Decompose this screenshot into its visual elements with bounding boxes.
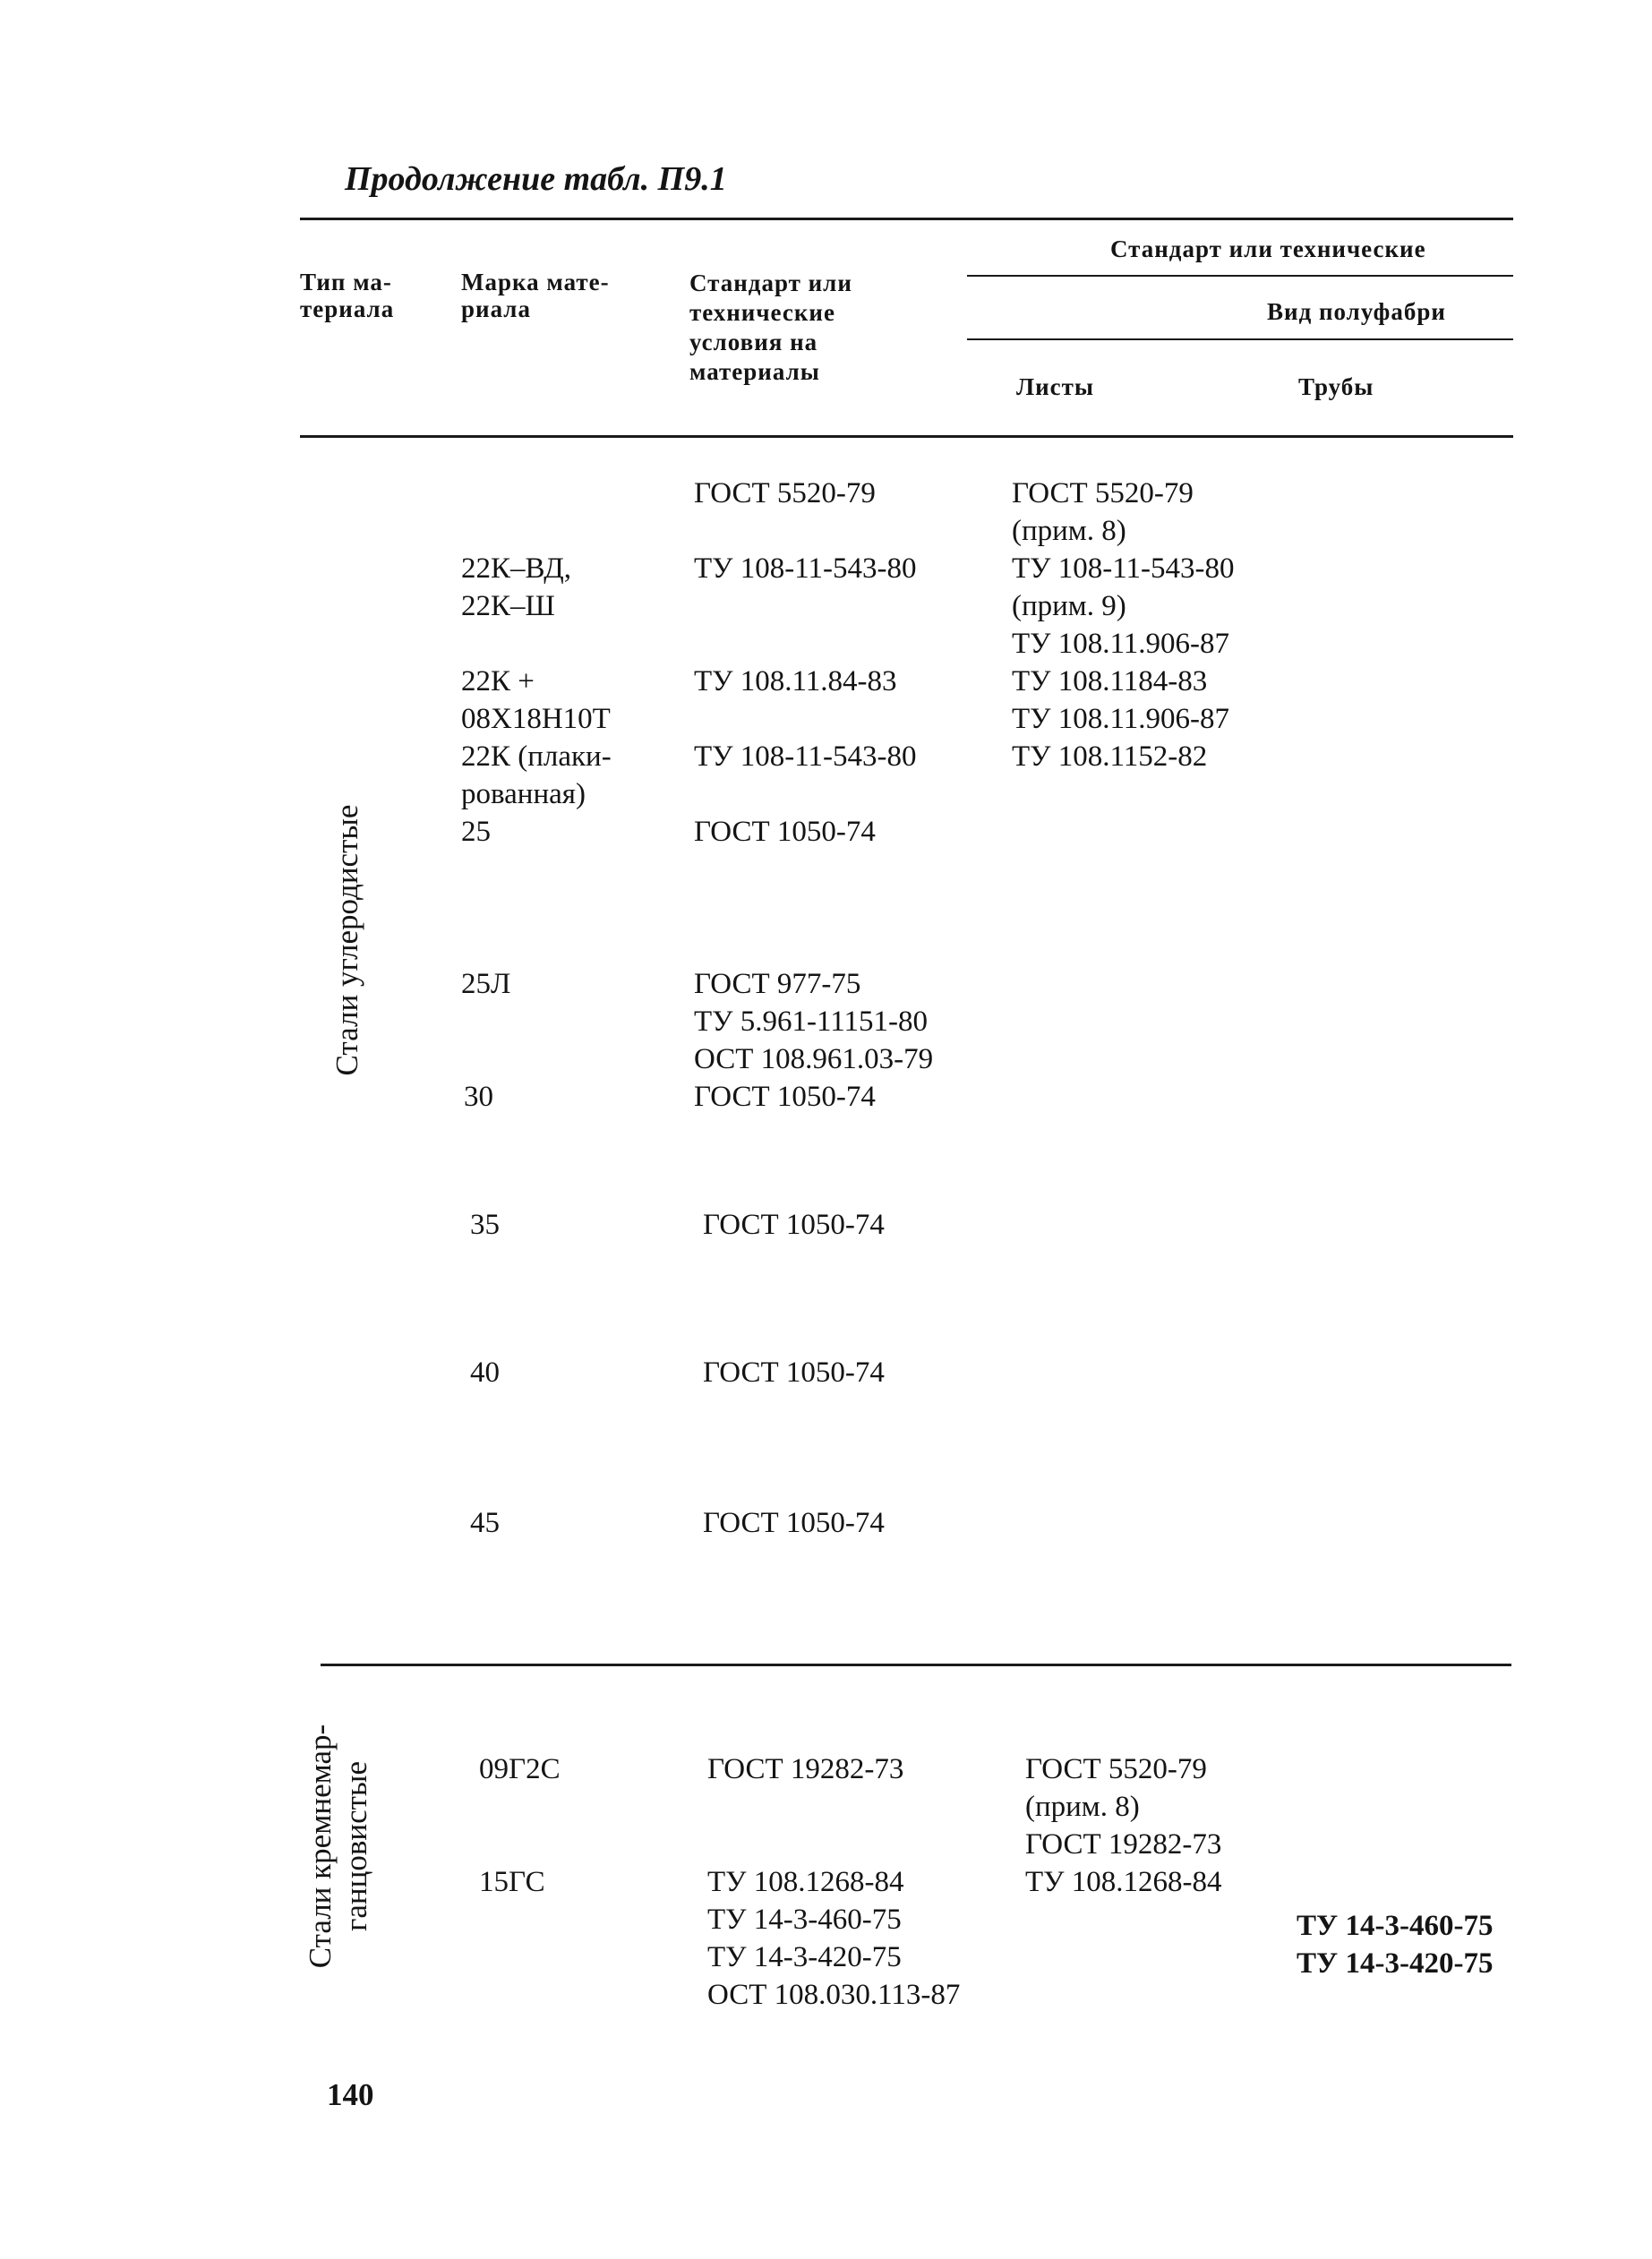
s1-r3-sheets: ТУ 108.1184-83 ТУ 108.11.906-87 bbox=[1012, 665, 1230, 735]
header-col-grade: Марка мате- риала bbox=[461, 269, 610, 322]
s1-r2-standard: ТУ 108-11-543-80 bbox=[694, 552, 917, 585]
s1-r10-standard: ГОСТ 1050-74 bbox=[703, 1507, 885, 1539]
s1-r7-standard: ГОСТ 1050-74 bbox=[694, 1081, 876, 1113]
section1-type-label: Стали углеродистые bbox=[330, 804, 364, 1076]
s1-r3-standard: ТУ 108.11.84-83 bbox=[694, 665, 897, 697]
header-col-type: Тип ма- териала bbox=[300, 269, 395, 322]
s1-r4-grade: 22К (плаки- рованная) bbox=[461, 740, 612, 810]
section-divider-rule bbox=[321, 1664, 1511, 1666]
s2-r2-sheets: ТУ 108.1268-84 bbox=[1025, 1866, 1222, 1898]
page-number: 140 bbox=[327, 2077, 374, 2112]
header-col-standard: Стандарт или технические условия на материалы bbox=[689, 270, 852, 385]
s1-r4-sheets: ТУ 108.1152-82 bbox=[1012, 740, 1208, 773]
header-col-pipes: Трубы bbox=[1298, 373, 1374, 400]
subgroup-rule bbox=[967, 338, 1513, 340]
header-group-semifinished: Вид полуфабри bbox=[1267, 298, 1446, 325]
s1-r1-sheets: ГОСТ 5520-79 (прим. 8) bbox=[1012, 477, 1194, 547]
s2-r1-grade: 09Г2С bbox=[479, 1753, 561, 1785]
s1-r2-sheets: ТУ 108-11-543-80 (прим. 9) ТУ 108.11.906-87 bbox=[1012, 552, 1235, 660]
s1-r10-grade: 45 bbox=[470, 1507, 500, 1539]
s1-r6-standard: ГОСТ 977-75 ТУ 5.961-11151-80 ОСТ 108.961.03-79 bbox=[694, 968, 934, 1075]
s1-r8-standard: ГОСТ 1050-74 bbox=[703, 1209, 885, 1241]
s1-r3-grade: 22К + 08Х18Н10Т bbox=[461, 665, 611, 735]
s1-r5-grade: 25 bbox=[461, 816, 491, 848]
s1-r5-standard: ГОСТ 1050-74 bbox=[694, 816, 876, 848]
s1-r4-standard: ТУ 108-11-543-80 bbox=[694, 740, 917, 773]
s2-r1-standard: ГОСТ 19282-73 bbox=[707, 1753, 904, 1785]
s2-r1-sheets: ГОСТ 5520-79 (прим. 8) ГОСТ 19282-73 bbox=[1025, 1753, 1222, 1861]
header-bottom-rule bbox=[300, 435, 1513, 438]
top-rule bbox=[300, 218, 1513, 220]
s1-r8-grade: 35 bbox=[470, 1209, 500, 1241]
s2-r2-grade: 15ГС bbox=[479, 1866, 545, 1898]
table-caption: Продолжение табл. П9.1 bbox=[345, 160, 727, 198]
s2-r2-pipes: ТУ 14-3-460-75 ТУ 14-3-420-75 bbox=[1297, 1910, 1494, 1980]
s1-r2-grade: 22К–ВД, 22К–Ш bbox=[461, 552, 572, 622]
s2-r2-standard: ТУ 108.1268-84 ТУ 14-3-460-75 ТУ 14-3-420-75 ОСТ 108.030.113-87 bbox=[707, 1866, 961, 2011]
group-rule bbox=[967, 275, 1513, 277]
s1-r9-standard: ГОСТ 1050-74 bbox=[703, 1356, 885, 1389]
s1-r6-grade: 25Л bbox=[461, 968, 511, 1000]
header-col-sheets: Листы bbox=[1016, 373, 1095, 400]
s1-r1-standard: ГОСТ 5520-79 bbox=[694, 477, 876, 509]
s1-r7-grade: 30 bbox=[464, 1081, 493, 1113]
s1-r9-grade: 40 bbox=[470, 1356, 500, 1389]
section2-type-label: Стали кремнемар- ганцовистые bbox=[303, 1724, 373, 1969]
header-group-standard: Стандарт или технические bbox=[1110, 235, 1426, 262]
